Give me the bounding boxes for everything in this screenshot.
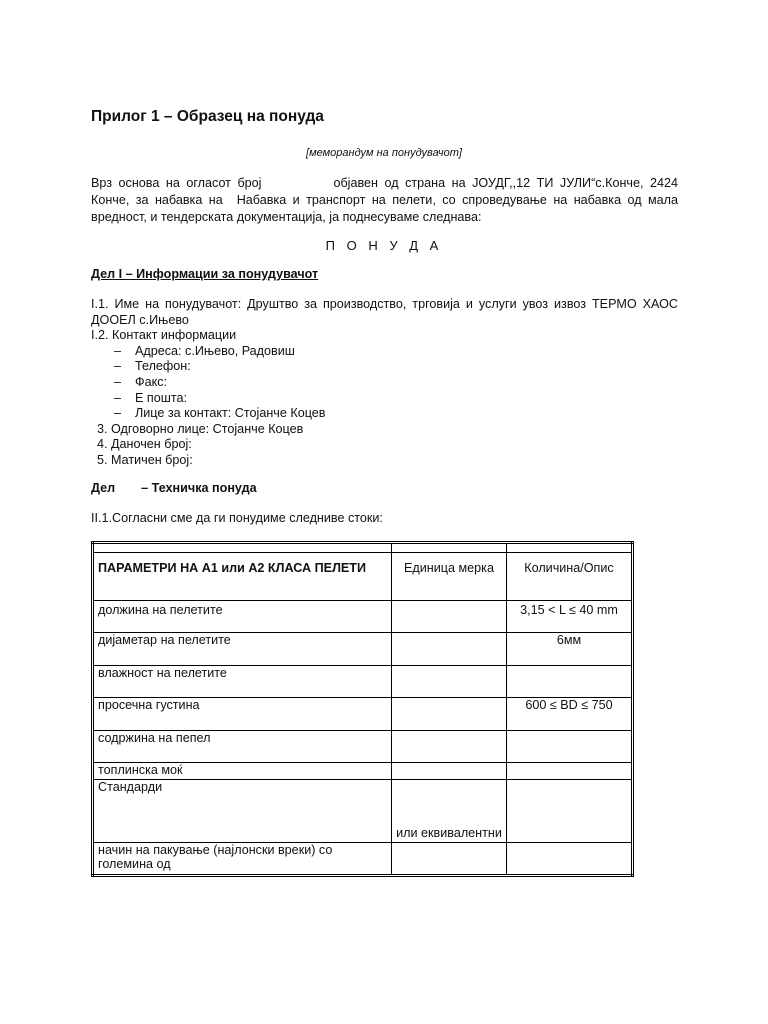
responsible-person: 3. Одговорно лице: Стојанче Коцев	[97, 421, 304, 436]
pellet-parameters-table	[91, 541, 634, 877]
contact-email: – Е пошта:	[114, 390, 187, 405]
tax-number: 4. Даночен број:	[97, 437, 192, 452]
table-row: должина на пелетите 3,15 < L ≤ 40 mm	[93, 601, 633, 633]
intro-paragraph	[91, 175, 678, 226]
header-parameters: ПАРАМЕТРИ НА А1 или А2 КЛАСА ПЕЛЕТИ	[93, 553, 392, 601]
table-row: содржина на пепел	[93, 731, 633, 763]
section-1-heading: Дел I – Информации за понудувачот	[91, 267, 319, 281]
contact-address: – Адреса: с.Ињево, Радовиш	[114, 343, 295, 358]
registration-number: 5. Матичен број:	[97, 452, 193, 467]
page-title: Прилог 1 – Образец на понуда	[91, 108, 324, 125]
dash-bullet: –	[114, 359, 122, 374]
section-2-heading: Дел – Техничка понуда	[91, 481, 257, 495]
table-spacer-row	[93, 543, 633, 553]
memorandum-note: [меморандум на понудувачот]	[306, 147, 462, 159]
table-row: влажност на пелетите	[93, 666, 633, 698]
offer-heading: П О Н У Д А	[325, 238, 443, 253]
header-quantity: Количина/Опис	[507, 553, 633, 601]
intro-part-2: објавен од страна на ЈОУДГ,,12 ТИ ЈУЛИ“с.Конче, 2424 Конче, за набавка на	[91, 176, 678, 207]
contact-info-label: I.2. Контакт информации	[91, 328, 237, 343]
dash-bullet: –	[114, 390, 122, 405]
intro-part-1: Врз основа на огласот број	[91, 176, 262, 190]
contact-person: – Лице за контакт: Стојанче Коцев	[114, 406, 326, 421]
table-row: топлинска моќ	[93, 763, 633, 780]
dash-bullet: –	[114, 343, 122, 358]
goods-offer-statement: II.1.Согласни сме да ги понудиме следниве стоки:	[91, 511, 383, 525]
bidder-info	[91, 297, 678, 469]
table-header-row	[93, 553, 633, 601]
contact-fax: – Факс:	[114, 374, 168, 389]
intro-part-3: Набавка и транспорт на пелети, со спроведување на набавка од мала вредност, и тендерската документација, ја поднесуваме следнава:	[91, 193, 678, 224]
table-row: дијаметар на пелетите 6мм	[93, 633, 633, 666]
dash-bullet: –	[114, 374, 122, 389]
table-row: просечна густина 600 ≤ BD ≤ 750	[93, 698, 633, 731]
dash-bullet: –	[114, 406, 122, 421]
table-row: начин на пакување (најлонски вреки) со големина од	[93, 843, 633, 876]
table-row: Стандарди или еквивалентни	[93, 780, 633, 843]
contact-phone: – Телефон:	[114, 359, 191, 374]
bidder-name: I.1. Име на понудувачот: Друштво за производство, трговија и услуги увоз извоз ТЕРМО ХАОС ДООЕЛ с.Ињево	[91, 297, 678, 327]
header-unit: Единица мерка	[392, 553, 507, 601]
